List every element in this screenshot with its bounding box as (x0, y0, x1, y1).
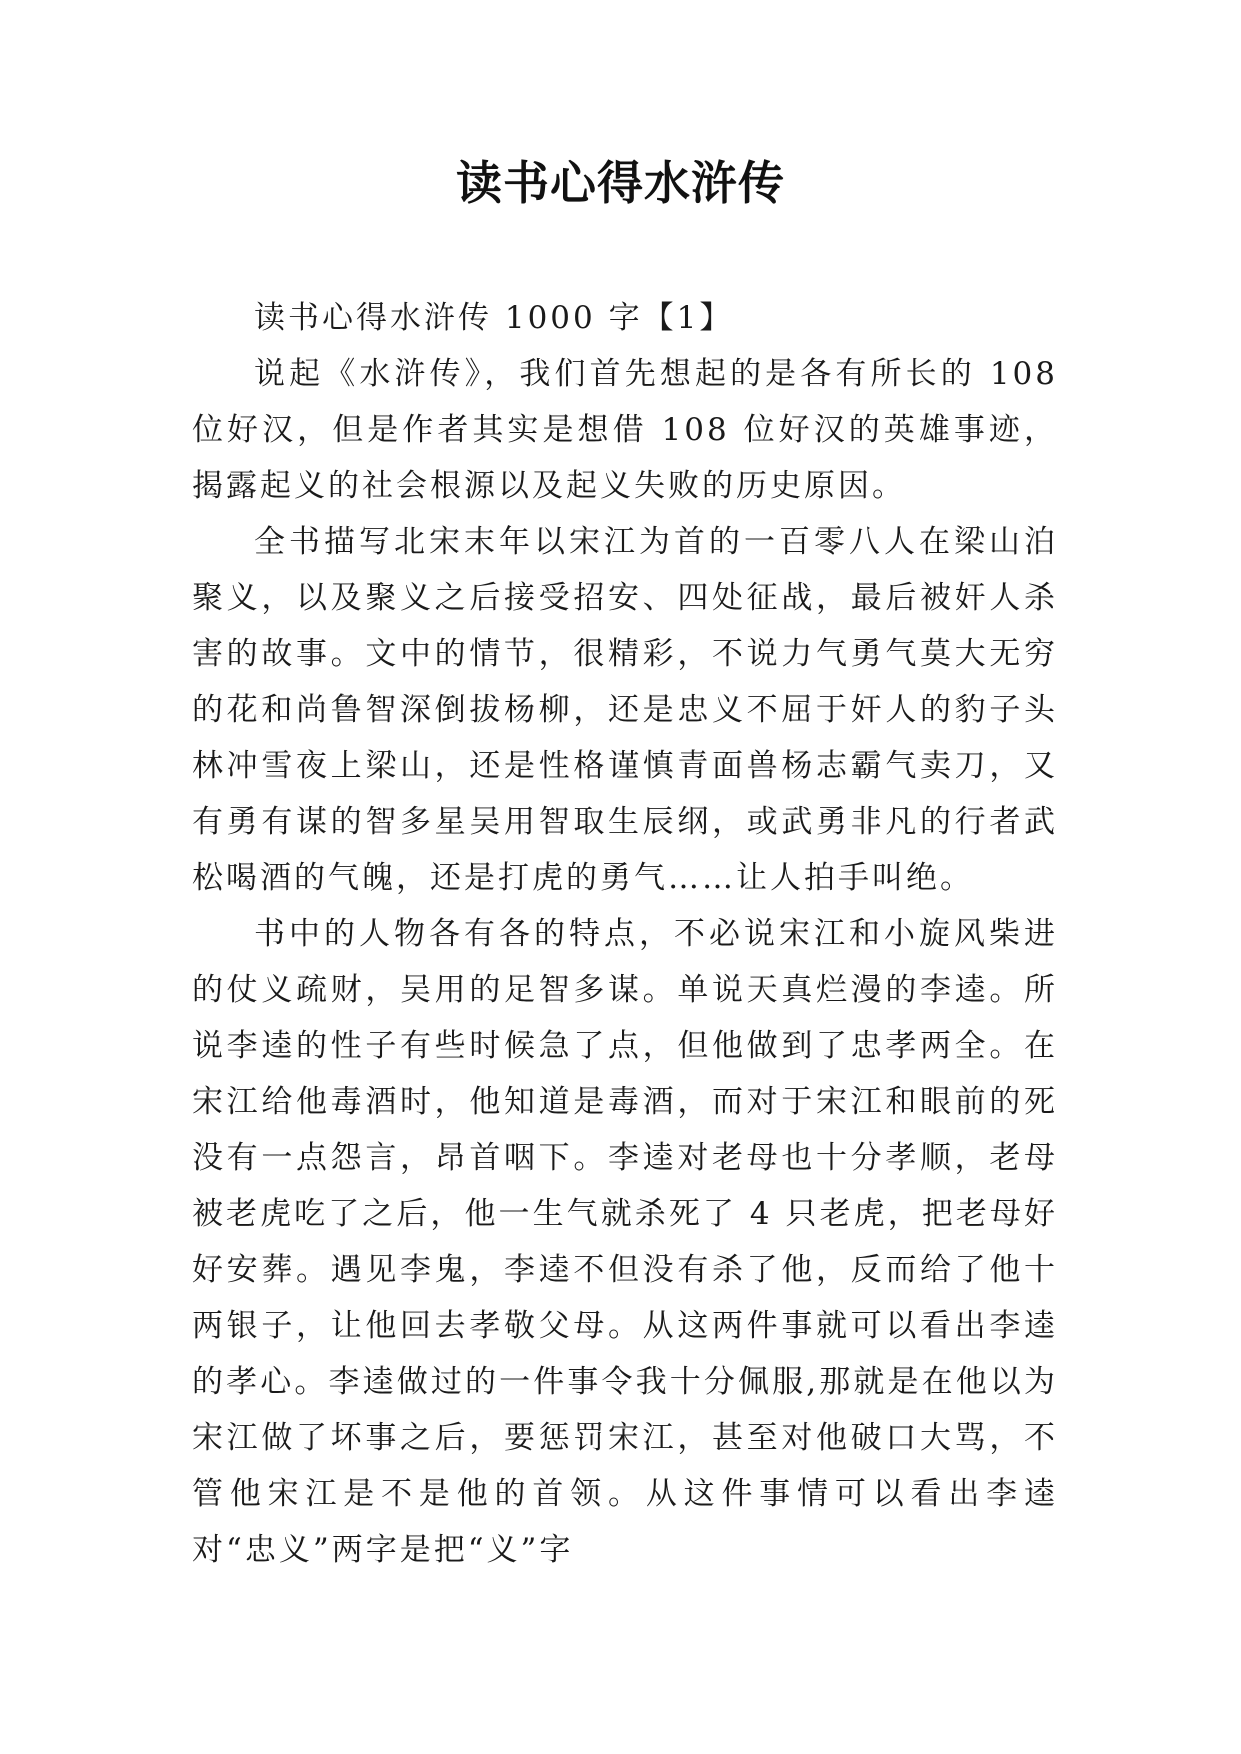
paragraph: 全书描写北宋末年以宋江为首的一百零八人在梁山泊聚义，以及聚义之后接受招安、四处征战，最后被奸人杀害的故事。文中的情节，很精彩，不说力气勇气莫大无穷的花和尚鲁智深倒拔杨柳，还是忠义不屈于奸人的豹子头林冲雪夜上梁山，还是性格谨慎青面兽杨志霸气卖刀，又有勇有谋的智多星吴用智取生辰纲，或武勇非凡的行者武松喝酒的气魄，还是打虎的勇气……让人拍手叫绝。 (192, 524, 1058, 896)
paragraph: 书中的人物各有各的特点，不必说宋江和小旋风柴进的仗义疏财，吴用的足智多谋。单说天真烂漫的李逵。所说李逵的性子有些时候急了点，但他做到了忠孝两全。在宋江给他毒酒时，他知道是毒酒，而对于宋江和眼前的死没有一点怨言，昂首咽下。李逵对老母也十分孝顺，老母被老虎吃了之后，他一生气就杀死了 4 只老虎，把老母好好安葬。遇见李鬼，李逵不但没有杀了他，反而给了他十两银子，让他回去孝敬父母。从这两件事就可以看出李逵的孝心。李逵做过的一件事令我十分佩服,那就是在他以为宋江做了坏事之后，要惩罚宋江，甚至对他破口大骂，不管他宋江是不是他的首领。从这件事情可以看出李逵对“忠义”两字是把“义”字 (192, 916, 1058, 1568)
paragraph-heading: 读书心得水浒传 1000 字【1】 (254, 300, 734, 336)
document-body (192, 290, 1058, 1578)
paragraph: 说起《水浒传》，我们首先想起的是各有所长的 108 位好汉，但是作者其实是想借 108 位好汉的英雄事迹，揭露起义的社会根源以及起义失败的历史原因。 (192, 356, 1058, 504)
document-title: 读书心得水浒传 (456, 156, 785, 210)
